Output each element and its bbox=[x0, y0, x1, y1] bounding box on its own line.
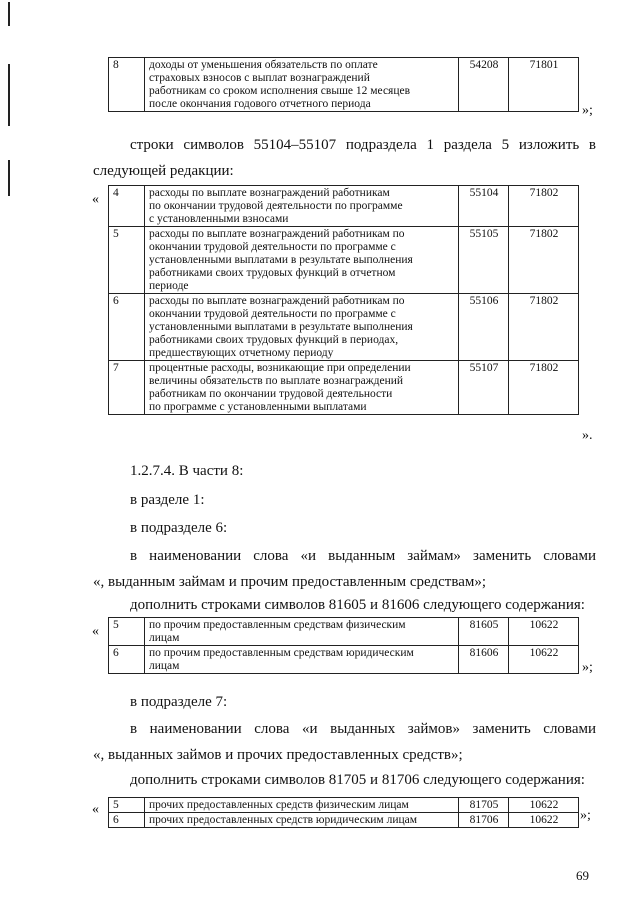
scan-mark bbox=[8, 64, 10, 126]
close-quote: »; bbox=[580, 808, 591, 823]
open-quote: « bbox=[92, 802, 99, 817]
table-sub6 bbox=[108, 617, 579, 674]
subheading: в подразделе 6: bbox=[130, 520, 228, 536]
open-quote: « bbox=[92, 624, 99, 639]
paragraph-cont: «, выданным займам и прочим предоставленным средствам»; bbox=[93, 574, 487, 590]
open-quote: « bbox=[92, 192, 99, 207]
paragraph: дополнить строками символов 81605 и 81606 следующего содержания: bbox=[130, 597, 585, 613]
paragraph: в наименовании слова «и выданных займов» заменить словами bbox=[130, 721, 596, 737]
paragraph: дополнить строками символов 81705 и 81706 следующего содержания: bbox=[130, 772, 585, 788]
close-quote: »; bbox=[582, 660, 593, 675]
row-code: 54208 bbox=[459, 58, 509, 112]
section-heading: 1.2.7.4. В части 8: bbox=[130, 463, 244, 479]
close-quote: »; bbox=[582, 103, 593, 118]
table-row: 6 прочих предоставленных средств юридическим лицам 81706 10622 bbox=[109, 813, 579, 828]
table-row: 7 процентные расходы, возникающие при определении величины обязательств по выплате вознаграждений работникам по окончании трудовой деятельности по программе с установленными выплатами 55107 71802 bbox=[109, 361, 579, 415]
scan-mark bbox=[8, 2, 10, 26]
page-number: 69 bbox=[576, 868, 589, 883]
subheading: в разделе 1: bbox=[130, 492, 205, 508]
table-sub7 bbox=[108, 797, 579, 828]
table-row: 5 прочих предоставленных средств физическим лицам 81705 10622 bbox=[109, 798, 579, 813]
row-num: 8 bbox=[109, 58, 145, 112]
scan-mark bbox=[8, 160, 10, 196]
subheading: в подразделе 7: bbox=[130, 694, 228, 710]
paragraph-cont: «, выданных займов и прочих предоставленных средств»; bbox=[93, 747, 463, 763]
table-row: 5 по прочим предоставленным средствам физическим лицам 81605 10622 bbox=[109, 618, 579, 646]
close-quote: ». bbox=[582, 428, 593, 443]
paragraph-cont: следующей редакции: bbox=[93, 163, 234, 179]
table-row: 6 по прочим предоставленным средствам юридическим лицам 81606 10622 bbox=[109, 646, 579, 674]
table-row: 5 расходы по выплате вознаграждений работникам по окончании трудовой деятельности по программе с установленными выплатами в результате выполнения работниками своих трудовых функций в отчетном периоде 55105 71802 bbox=[109, 227, 579, 294]
table-row bbox=[109, 58, 579, 112]
row-acct: 71801 bbox=[509, 58, 579, 112]
table-row: 4 расходы по выплате вознаграждений работникам по окончании трудовой деятельности по программе с установленными взносами 55104 71802 bbox=[109, 186, 579, 227]
table-mid bbox=[108, 185, 579, 415]
table-top bbox=[108, 57, 579, 112]
paragraph: строки символов 55104–55107 подраздела 1 раздела 5 изложить в bbox=[130, 137, 596, 153]
table-row: 6 расходы по выплате вознаграждений работникам по окончании трудовой деятельности по программе с установленными выплатами в результате выполнения работниками своих трудовых функций в периодах, предшествующих отчетному периоду 55106 71802 bbox=[109, 294, 579, 361]
paragraph: в наименовании слова «и выданным займам» заменить словами bbox=[130, 548, 596, 564]
row-desc: доходы от уменьшения обязательств по оплате страховых взносов с выплат вознаграждений работникам со сроком исполнения свыше 12 месяцев после окончания годового отчетного периода bbox=[145, 58, 459, 112]
